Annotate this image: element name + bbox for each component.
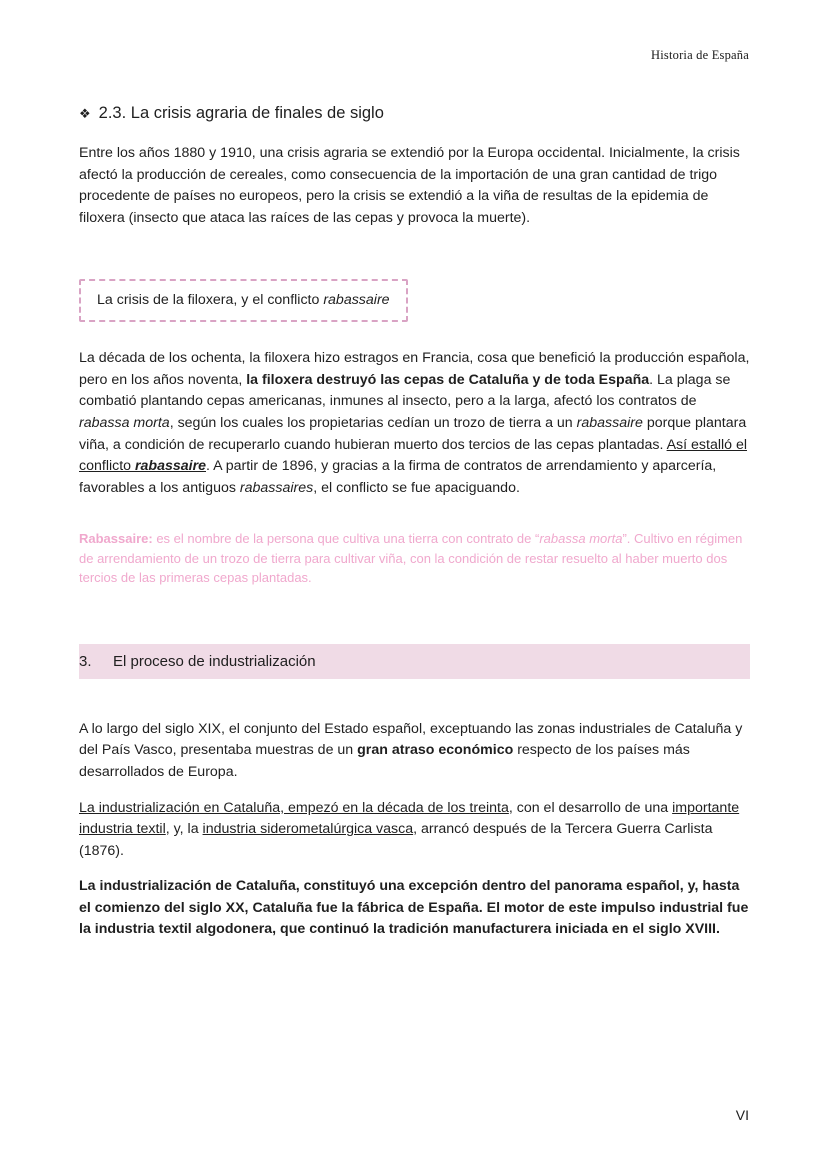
text-run-bold: gran atraso económico (357, 742, 514, 759)
section-number: 3. (79, 652, 92, 670)
section-title: El proceso de industrialización (113, 652, 316, 670)
text-run-italic: rabassaires (239, 479, 314, 496)
paragraph-filoxera (79, 348, 750, 499)
glossary-term: Rabassaire: (79, 531, 153, 547)
paragraph-atraso-economico (79, 719, 750, 784)
page-content (79, 104, 750, 955)
section-heading-bar (79, 644, 750, 679)
text-run-bold: La industrialización de Cataluña, constituyó una excepción dentro del panorama español, y, hasta el comienzo del siglo XX, Cataluña fue la fábrica de España. El motor de este impulso industrial fue la industria textil algodonera, que continuó la tradición manufacturera iniciada en el siglo XVIII. (79, 878, 749, 938)
text-run: , y, la (165, 821, 203, 838)
text-run: ”. Cultivo en régimen de arrendamiento de un trozo de tierra para cultivar viña, con la condición de restar resuelto al haber muerto dos tercios de las primeras cepas plantadas. (79, 531, 743, 586)
text-run-underline: importante industria textil (79, 799, 740, 838)
callout-text: La crisis de la filoxera, y el conflicto (97, 292, 324, 309)
text-run: Así estalló el conflicto (79, 436, 748, 475)
text-run: , arrancó después de la Tercera Guerra Carlista (1876). (79, 821, 713, 859)
paragraph-crisis-agraria: Entre los años 1880 y 1910, una crisis agraria se extendió por la Europa occidental. Inicialmente, la crisis afectó la producción de cereales, como consecuencia de la importación de una gran cantidad de trigo procedente de países no europeos, pero la crisis se extendió a la viña de resultas de la epidemia de filoxera (insecto que ataca las raíces de las cepas y provoca la muerte). (79, 145, 740, 226)
paragraph-excepcion-panorama (79, 876, 750, 941)
text-run: porque plantara viña, a condición de recuperarlo cuando hubieran muerto dos tercios de las cepas plantadas. (79, 415, 747, 453)
subsection-heading-text: 2.3. La crisis agraria de finales de siglo (98, 104, 384, 122)
paragraph-industrializacion-cataluna (79, 798, 750, 863)
text-run-italic: rabassa morta (539, 531, 623, 547)
text-run-underline: La industrialización en Cataluña, empezó en la década de los treinta (79, 799, 509, 816)
text-run: es el nombre de la persona que cultiva una tierra con contrato de “ (152, 531, 540, 547)
text-run-italic: rabassaire (576, 415, 643, 432)
text-run: La década de los ochenta, la filoxera hizo estragos en Francia, cosa que benefició la producción española, pero en los años noventa, (79, 350, 750, 388)
text-run-italic-bold: rabassaire (135, 458, 206, 475)
text-run-underline: industria siderometalúrgica vasca (202, 821, 414, 838)
text-run-bold: la filoxera destruyó las cepas de Cataluña y de toda España (246, 371, 650, 388)
glossary-note (79, 529, 750, 588)
text-run: . A partir de 1896, y gracias a la firma de contratos de arrendamiento y aparcería, favorables a los antiguos (79, 458, 717, 496)
diamond-bullet-icon: ❖ (79, 106, 91, 121)
text-run: , según los cuales los propietarias cedían un trozo de tierra a un (169, 415, 577, 432)
text-run: . La plaga se combatió plantando cepas americanas, inmunes al insecto, pero a la larga, afectó los contratos de (79, 371, 731, 410)
text-run: , el conflicto se fue apaciguando. (313, 479, 520, 496)
callout-text-italic: rabassaire (323, 292, 390, 309)
text-run: , con el desarrollo de una (508, 799, 673, 816)
running-head: Historia de España (650, 48, 749, 62)
text-run: A lo largo del siglo XIX, el conjunto del Estado español, exceptuando las zonas industriales de Cataluña y del País Vasco, presentaba muestras de un (79, 720, 743, 759)
text-run: respecto de los países más desarrollados de Europa. (79, 742, 690, 781)
subsection-heading (79, 104, 750, 123)
page-number: VI (735, 1107, 749, 1123)
callout-box (79, 279, 408, 322)
text-run-italic: rabassa morta (79, 415, 170, 432)
